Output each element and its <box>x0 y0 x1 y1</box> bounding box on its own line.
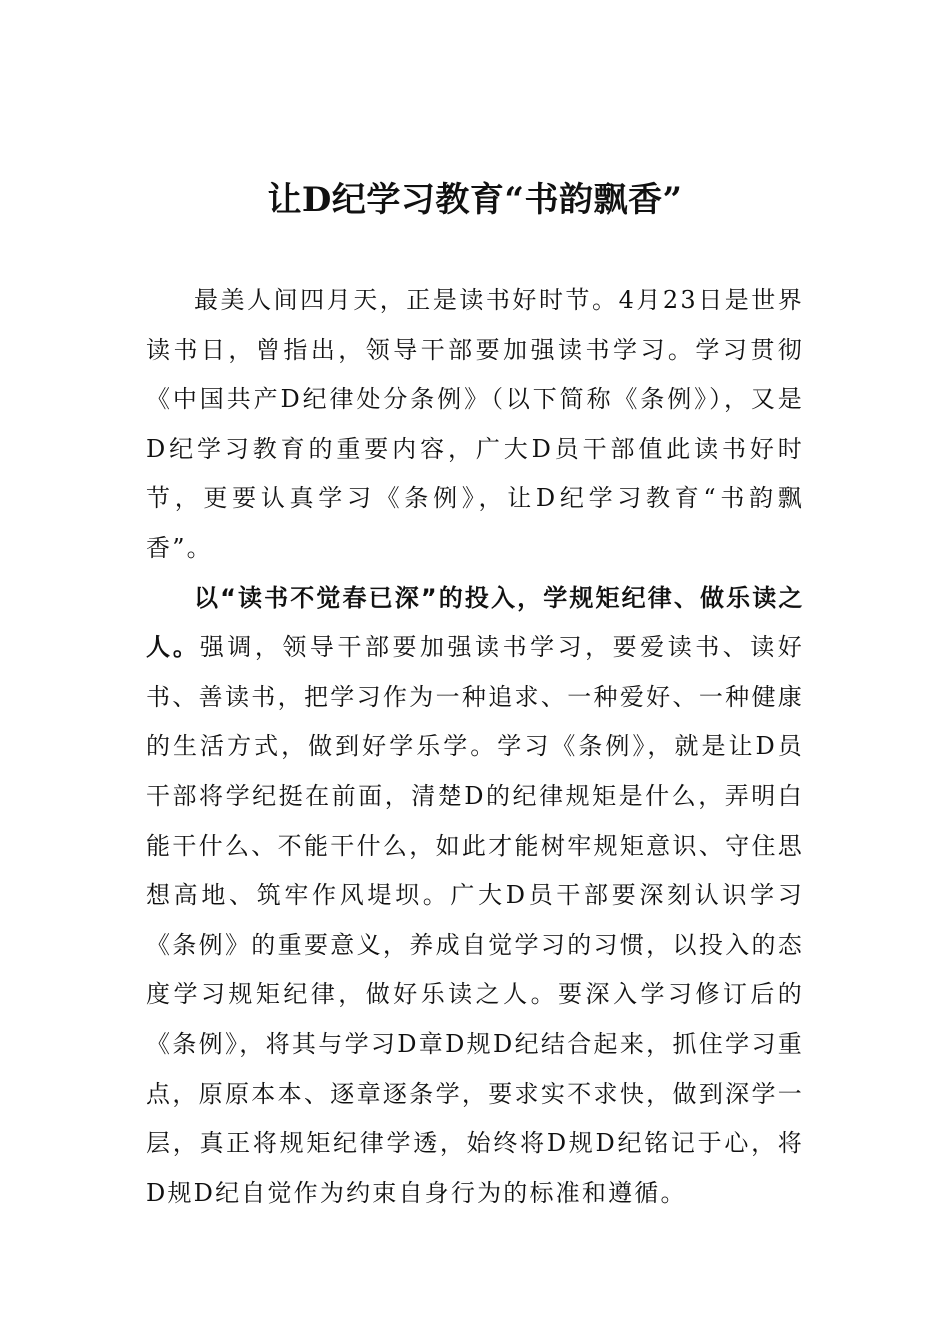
paragraph-2-text: 强调，领导干部要加强读书学习，要爱读书、读好书、善读书，把学习作为一种追求、一种爱好、一种健康的生活方式，做到好学乐学。学习《条例》，就是让D员干部将学纪挺在前面，清楚D的纪律规矩是什么，弄明白能干什么、不能干什么，如此才能树牢规矩意识、守住思想高地、筑牢作风堤坝。广大D员干部要深刻认识学习《条例》的重要意义，养成自觉学习的习惯，以投入的态度学习规矩纪律，做好乐读之人。要深入学习修订后的《条例》，将其与学习D章D规D纪结合起来，抓住学习重点，原原本本、逐章逐条学，要求实不求快，做到深学一层，真正将规矩纪律学透，始终将D规D纪铭记于心，将D规D纪自觉作为约束自身行为的标准和遵循。 <box>146 633 804 1207</box>
paragraph-1-text: 最美人间四月天，正是读书好时节。4月23日是世界读书日，曾指出，领导干部要加强读书学习。学习贯彻《中国共产D纪律处分条例》（以下简称《条例》），又是D纪学习教育的重要内容，广大D员干部值此读书好时节，更要认真学习《条例》，让D纪学习教育“书韵飘香”。 <box>146 286 804 562</box>
page-title: 让D纪学习教育“书韵飘香” <box>267 180 683 220</box>
paragraph-2-lead: 以“读书不觉春已深”的投入，学规矩纪律、做乐读之人。 <box>146 583 804 662</box>
paragraph-2 <box>146 574 804 1219</box>
paragraph-1 <box>146 276 804 574</box>
article-body <box>146 276 804 1218</box>
